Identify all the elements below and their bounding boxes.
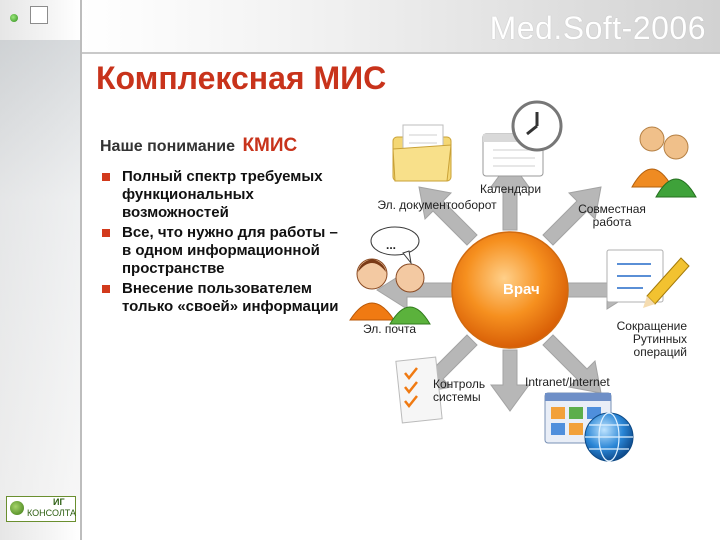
header-divider	[80, 52, 720, 54]
subtitle-prefix: Наше понимание	[100, 138, 235, 155]
bullet-text: Все, что нужно для работы – в одном информационной пространстве	[122, 224, 338, 277]
logo-bottom-text: КОНСОЛТА	[27, 508, 76, 518]
left-divider	[80, 0, 82, 540]
label-routine: Сокращение Рутинных операций	[616, 319, 687, 359]
label-intranet: Intranet/Internet	[525, 375, 610, 389]
brand-text: Med.Soft-2006	[489, 10, 706, 46]
notepad-pencil-icon	[607, 250, 689, 308]
subtitle-emphasis: КМИС	[242, 135, 298, 156]
bullet-item	[100, 168, 340, 222]
folder-icon	[393, 125, 451, 181]
bullet-square-icon	[102, 229, 110, 237]
label-collaboration: Совместная работа	[578, 202, 646, 229]
bullet-item	[100, 224, 340, 278]
bullet-list	[100, 168, 340, 318]
center-label: Врач	[503, 281, 540, 298]
calendar-clock-icon	[483, 102, 561, 176]
speech-bubble-text: ...	[386, 238, 397, 252]
logo-top-text: ИГ	[53, 497, 65, 507]
bullet-text: Полный спектр требуемых функциональных возможностей	[122, 168, 323, 221]
bullet-square-icon	[102, 285, 110, 293]
globe-icon	[585, 413, 633, 461]
label-documents: Эл. документооборот	[377, 198, 497, 212]
window-control-box-icon[interactable]	[30, 6, 48, 24]
label-control: Контроль системы	[433, 377, 486, 404]
kmis-diagram	[345, 95, 720, 475]
bullet-square-icon	[102, 173, 110, 181]
arrow-up-left	[419, 187, 477, 245]
left-decorative-strip	[0, 0, 80, 540]
logo-mark-icon	[10, 501, 24, 515]
bullet-text: Внесение пользователем только «своей» информации	[122, 280, 339, 315]
label-email: Эл. почта	[363, 322, 417, 336]
company-logo	[6, 496, 76, 522]
slide-subtitle	[100, 135, 297, 157]
slide-title: Комплексная МИС	[96, 60, 387, 96]
window-status-dot-icon	[10, 14, 18, 22]
collaboration-people-icon	[632, 127, 696, 197]
label-calendar: Календари	[480, 182, 542, 196]
left-strip-gradient	[0, 40, 80, 500]
bullet-item	[100, 280, 340, 316]
